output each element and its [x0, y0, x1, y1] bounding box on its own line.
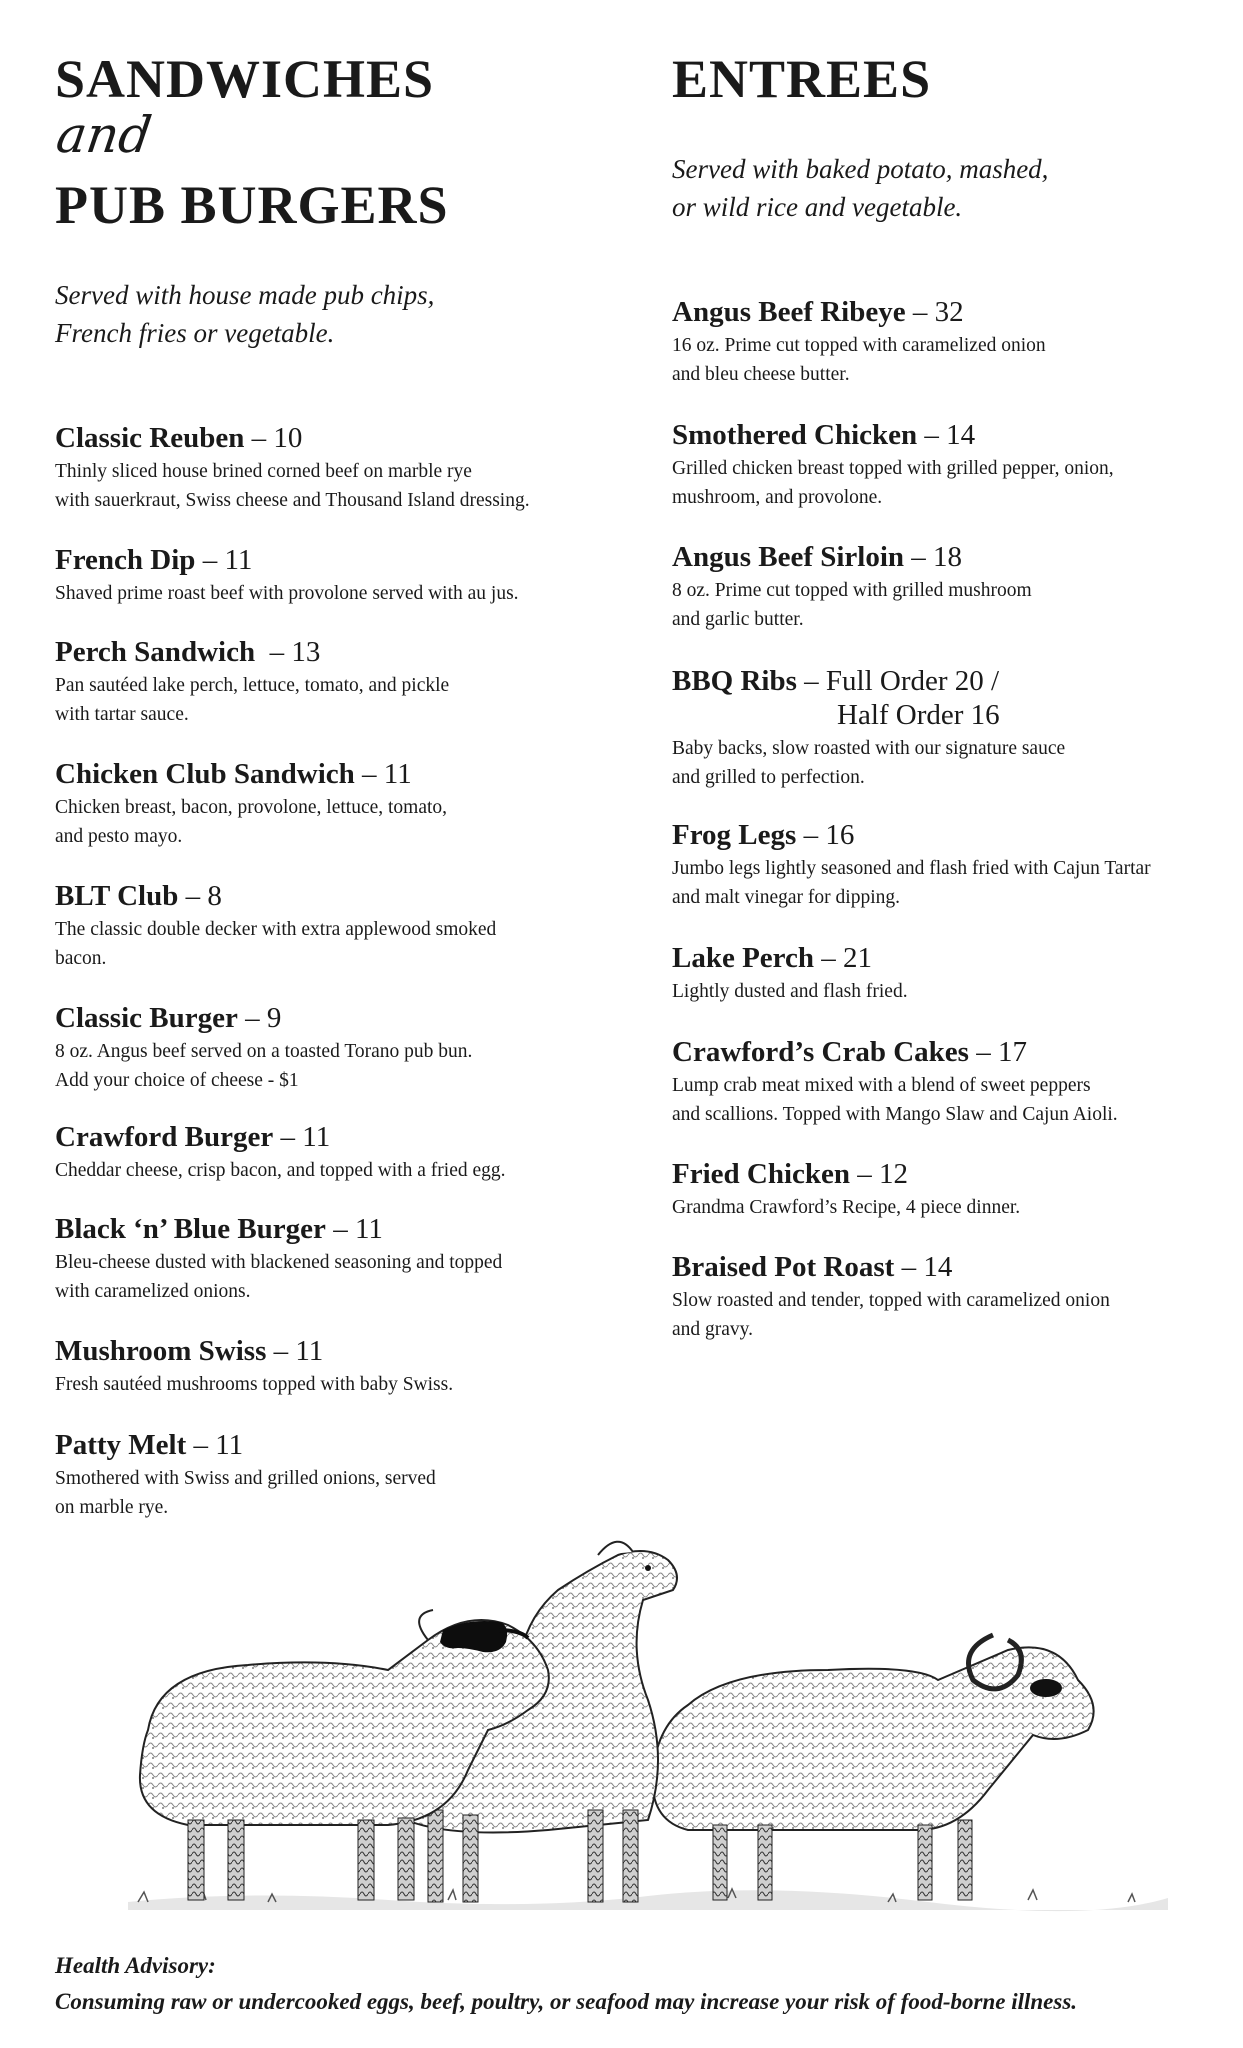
item-name: BBQ Ribs: [672, 665, 797, 697]
item-name: Frog Legs: [672, 819, 797, 851]
item-name: Angus Beef Sirloin: [672, 541, 905, 573]
item-price: 10: [273, 422, 303, 454]
menu-item: Braised Pot Roast – 14 Slow roasted and tender, topped with caramelized onion and gravy.: [672, 1250, 1110, 1344]
item-price: 11: [295, 1335, 324, 1367]
advisory-title: Health Advisory:: [55, 1953, 216, 1978]
item-price: 8: [207, 880, 222, 912]
item-price: 12: [879, 1158, 909, 1190]
item-price: Half Order 16: [837, 699, 1000, 731]
item-description: Chicken breast, bacon, provolone, lettuce, tomato, and pesto mayo.: [55, 797, 448, 847]
menu-item: Chicken Club Sandwich – 11 Chicken breast, bacon, provolone, lettuce, tomato, and pesto mayo.: [55, 757, 447, 851]
menu-item: Crawford’s Crab Cakes – 17 Lump crab meat mixed with a blend of sweet peppers and scallions. Topped with Mango Slaw and Cajun Aioli.: [672, 1035, 1118, 1129]
pub-burgers-heading: PUB BURGERS: [55, 175, 449, 235]
heading-and: and: [52, 106, 156, 164]
item-price: 11: [215, 1429, 244, 1461]
menu-item: French Dip – 11 Shaved prime roast beef with provolone served with au jus.: [55, 543, 519, 608]
menu-item: Smothered Chicken – 14 Grilled chicken breast topped with grilled pepper, onion, mushroom, and provolone.: [672, 418, 1114, 512]
item-description: 8 oz. Angus beef served on a toasted Torano pub bun. Add your choice of cheese - $1: [55, 1041, 473, 1091]
item-price: 32: [934, 296, 964, 328]
item-price: 14: [946, 419, 976, 451]
item-price: 11: [354, 1213, 383, 1245]
item-description: Grilled chicken breast topped with grilled pepper, onion, mushroom, and provolone.: [672, 458, 1114, 508]
sandwiches-intro: Served with house made pub chips, French fries or vegetable.: [55, 280, 435, 348]
item-description: Shaved prime roast beef with provolone served with au jus.: [55, 583, 519, 604]
item-price: 9: [266, 1002, 282, 1034]
item-name: Smothered Chicken: [672, 419, 918, 451]
item-description: Grandma Crawford’s Recipe, 4 piece dinner.: [672, 1197, 1021, 1218]
item-name: Angus Beef Ribeye: [672, 296, 906, 328]
menu-item: Crawford Burger – 11 Cheddar cheese, crisp bacon, and topped with a fried egg.: [55, 1120, 506, 1185]
item-description: Baby backs, slow roasted with our signature sauce and grilled to perfection.: [672, 738, 1066, 788]
menu-item: BBQ Ribs – Full Order 20 / Half Order 16 Baby backs, slow roasted with our signature sauce and grilled to perfection.: [672, 664, 1065, 792]
item-name: Crawford Burger: [55, 1121, 274, 1153]
item-name: Chicken Club Sandwich: [55, 758, 355, 790]
item-price: 13: [291, 636, 321, 668]
item-price: 17: [997, 1036, 1027, 1068]
menu-item: Classic Burger – 9 8 oz. Angus beef served on a toasted Torano pub bun. Add your choice of cheese - $1: [55, 1001, 472, 1095]
entrees-heading: ENTREES: [672, 49, 932, 109]
item-price: Full Order 20 /: [825, 665, 1000, 697]
menu-item: Angus Beef Sirloin – 18 8 oz. Prime cut topped with grilled mushroom and garlic butter.: [672, 540, 1032, 634]
menu-item: Classic Reuben – 10 Thinly sliced house brined corned beef on marble rye with sauerkraut, Swiss cheese and Thousand Island dressing.: [55, 421, 530, 515]
menu-item: Fried Chicken – 12 Grandma Crawford’s Recipe, 4 piece dinner.: [672, 1157, 1020, 1222]
menu-item: Patty Melt – 11 Smothered with Swiss and grilled onions, served on marble rye.: [55, 1428, 436, 1522]
menu-item: Frog Legs – 16 Jumbo legs lightly seasoned and flash fried with Cajun Tartar and malt vinegar for dipping.: [672, 818, 1151, 912]
menu-item: BLT Club – 8 The classic double decker with extra applewood smoked bacon.: [55, 879, 496, 973]
item-name: French Dip: [55, 544, 196, 576]
item-price: 16: [825, 819, 855, 851]
item-price: 14: [923, 1251, 953, 1283]
item-description: Pan sautéed lake perch, lettuce, tomato, and pickle with tartar sauce.: [55, 675, 450, 725]
item-description: Thinly sliced house brined corned beef on marble rye with sauerkraut, Swiss cheese and Thousand Island dressing.: [55, 461, 530, 511]
item-description: Fresh sautéed mushrooms topped with baby Swiss.: [55, 1374, 454, 1395]
sheep-horned: [652, 1635, 1093, 1900]
item-description: Slow roasted and tender, topped with caramelized onion and gravy.: [672, 1290, 1110, 1340]
sheep-illustration: [128, 1530, 1168, 1930]
item-description: 16 oz. Prime cut topped with caramelized onion and bleu cheese butter.: [672, 335, 1046, 385]
item-price: 11: [383, 758, 412, 790]
item-description: Bleu-cheese dusted with blackened seasoning and topped with caramelized onions.: [55, 1252, 503, 1302]
item-description: Cheddar cheese, crisp bacon, and topped with a fried egg.: [55, 1160, 506, 1181]
item-name: Patty Melt: [55, 1429, 187, 1461]
menu-item: Lake Perch – 21 Lightly dusted and flash fried.: [672, 941, 908, 1006]
item-name: Black ‘n’ Blue Burger: [55, 1213, 326, 1245]
menu-item: Black ‘n’ Blue Burger – 11 Bleu-cheese dusted with blackened seasoning and topped with caramelized onions.: [55, 1212, 502, 1306]
item-price: 11: [302, 1121, 331, 1153]
item-description: Lightly dusted and flash fried.: [672, 981, 908, 1002]
item-description: The classic double decker with extra applewood smoked bacon.: [55, 919, 497, 969]
menu-item: Angus Beef Ribeye – 32 16 oz. Prime cut topped with caramelized onion and bleu cheese butter.: [672, 295, 1046, 389]
item-description: Smothered with Swiss and grilled onions, served on marble rye.: [55, 1468, 436, 1518]
advisory-text: Consuming raw or undercooked eggs, beef, poultry, or seafood may increase your risk of food-borne illness.: [55, 1989, 1078, 2014]
menu-item: Mushroom Swiss – 11 Fresh sautéed mushrooms topped with baby Swiss.: [55, 1334, 453, 1399]
item-price: 18: [933, 541, 963, 573]
item-name: Braised Pot Roast: [672, 1251, 895, 1283]
item-name: Mushroom Swiss: [55, 1335, 267, 1367]
health-advisory: [55, 1948, 1205, 2020]
item-name: Perch Sandwich: [55, 636, 256, 668]
item-price: 11: [224, 544, 253, 576]
item-name: Crawford’s Crab Cakes: [672, 1036, 969, 1068]
item-description: Lump crab meat mixed with a blend of sweet peppers and scallions. Topped with Mango Slaw and Cajun Aioli.: [672, 1075, 1118, 1125]
item-description: 8 oz. Prime cut topped with grilled mushroom and garlic butter.: [672, 580, 1032, 630]
item-name: BLT Club: [55, 880, 179, 912]
item-name: Classic Reuben: [55, 422, 245, 454]
item-name: Classic Burger: [55, 1002, 238, 1034]
item-description: Jumbo legs lightly seasoned and flash fried with Cajun Tartar and malt vinegar for dipping.: [672, 858, 1151, 908]
menu-item: Perch Sandwich – 13 Pan sautéed lake perch, lettuce, tomato, and pickle with tartar sauce.: [55, 635, 449, 729]
sandwiches-heading: SANDWICHES: [55, 49, 435, 109]
item-name: Fried Chicken: [672, 1158, 851, 1190]
item-price: 21: [843, 942, 873, 974]
entrees-intro: Served with baked potato, mashed, or wild rice and vegetable.: [672, 154, 1049, 222]
item-name: Lake Perch: [672, 942, 815, 974]
